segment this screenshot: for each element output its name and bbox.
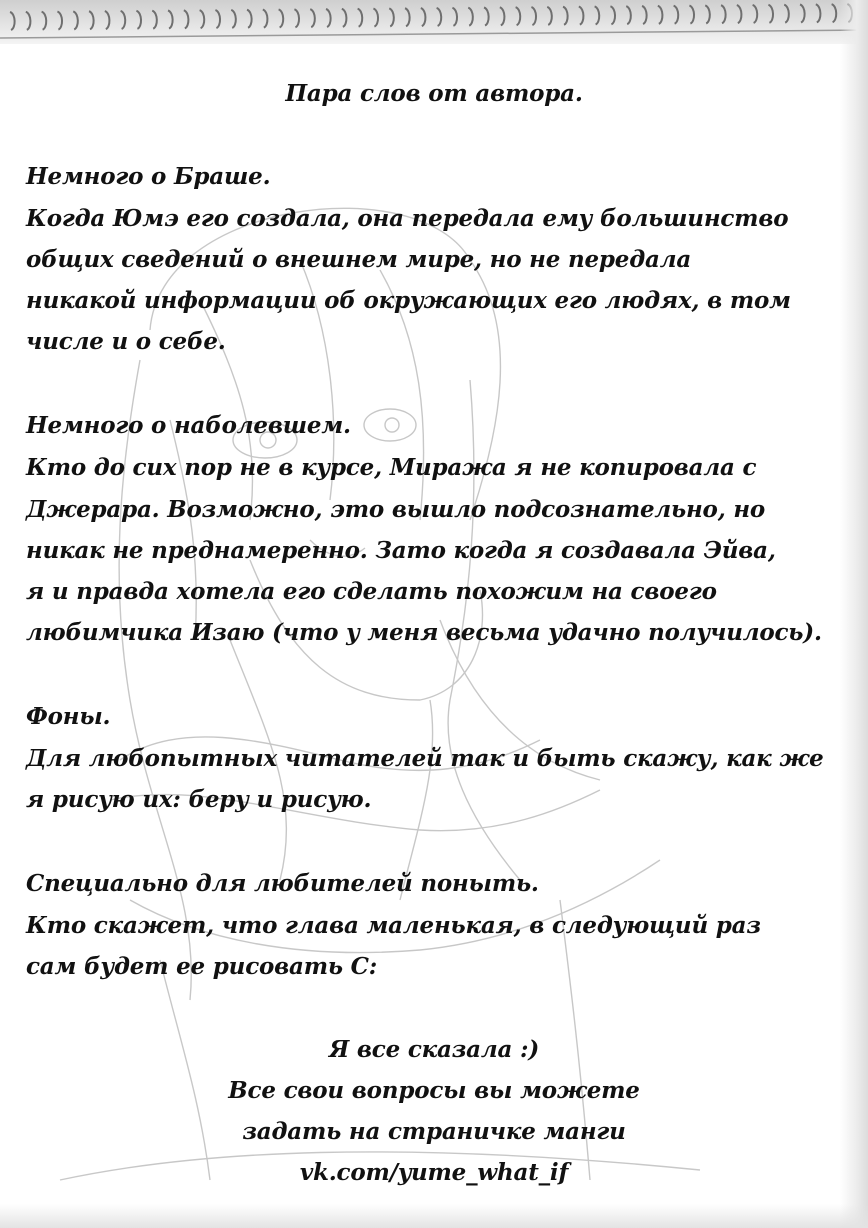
text-line: Для любопытных читателей так и быть скажу, как же [26, 745, 824, 772]
text-line: общих сведений о внешнем мире, но не передала [26, 246, 692, 273]
closing-line: задать на страничке манги [242, 1118, 626, 1145]
text-line: Кто скажет, что глава маленькая, в следующий раз [26, 912, 761, 939]
closing-line: Все свои вопросы вы можете [228, 1077, 640, 1104]
section-heading: Немного о наболевшем. [26, 412, 351, 439]
text-line: я и правда хотела его сделать похожим на своего [26, 578, 717, 605]
text-line: Джерара. Возможно, это вышло подсознательно, но [26, 496, 766, 523]
text-line: Кто до сих пор не в курсе, Миража я не копировала с [26, 454, 757, 481]
closing-line: Я все сказала :) [328, 1036, 539, 1063]
text-line: Когда Юмэ его создала, она передала ему большинство [26, 205, 789, 232]
text-line: любимчика Изаю (что у меня весьма удачно получилось). [26, 619, 822, 646]
section-heading: Специально для любителей поныть. [26, 870, 539, 897]
text-line: я рисую их: беру и рисую. [26, 786, 372, 813]
section-heading: Фоны. [26, 703, 111, 730]
manga-page-link: vk.com/yume_what_if [299, 1159, 569, 1186]
section-heading: Немного о Браше. [26, 163, 271, 190]
text-line: числе и о себе. [26, 328, 226, 355]
text-line: сам будет ее рисовать С: [26, 953, 378, 980]
page-title: Пара слов от автора. [285, 80, 583, 107]
text-line: никакой информации об окружающих его людях, в том [26, 287, 791, 314]
text-line: никак не преднамеренно. Зато когда я создавала Эйва, [26, 537, 776, 564]
